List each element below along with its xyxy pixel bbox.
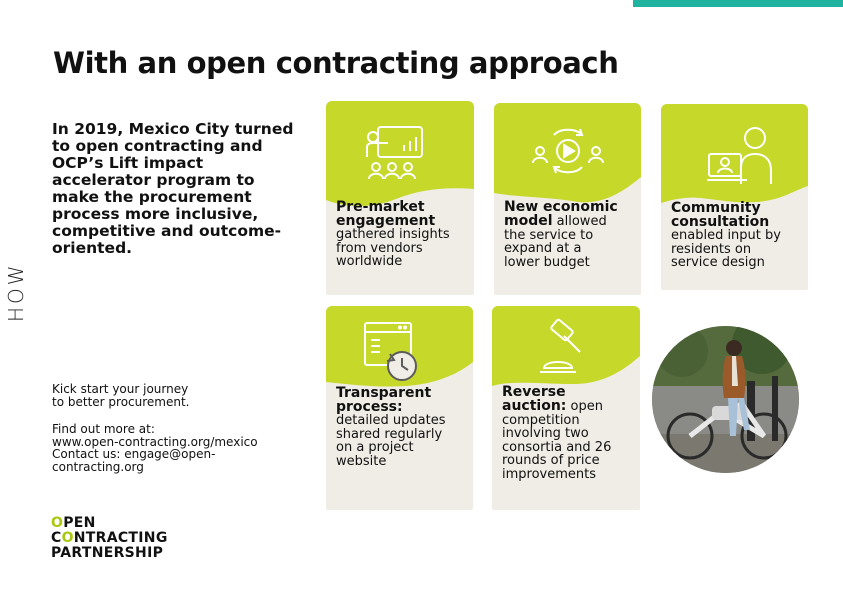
card-heading: New economic <box>504 199 618 215</box>
intro-line: to open contracting and <box>52 137 263 155</box>
card-body: worldwide <box>336 254 403 269</box>
card-community <box>661 104 808 290</box>
card-heading: Transparent <box>336 385 432 401</box>
card-body: service design <box>671 255 765 270</box>
card-body: detailed updates <box>336 413 446 428</box>
card-heading: auction: <box>502 398 567 414</box>
woman-on-bike-photo <box>652 326 799 473</box>
card-heading: Community <box>671 200 761 216</box>
kick-line: to better procurement. <box>52 394 190 409</box>
card-body: consortia and 26 <box>502 439 612 455</box>
card-heading: model <box>504 213 553 229</box>
contact-info <box>52 423 292 473</box>
card-transparent <box>326 306 473 510</box>
card-economic-model <box>494 103 641 295</box>
presentation-audience-icon <box>364 123 426 183</box>
intro-line: OCP’s Lift impact <box>52 154 204 172</box>
card-heading: engagement <box>336 213 436 229</box>
kick-start-text <box>52 383 282 408</box>
card-reverse-auction <box>492 306 640 510</box>
intro-line: accelerator program to <box>52 171 255 189</box>
card-body: expand at a <box>504 241 582 256</box>
card-body: enabled input by <box>671 228 781 243</box>
auction-gavel-icon <box>536 318 588 376</box>
card-body: residents on <box>671 241 752 257</box>
card-body: from vendors <box>336 240 423 256</box>
intro-line: oriented. <box>52 239 133 257</box>
intro-line: In 2019, Mexico City turned <box>52 120 294 138</box>
card-body: gathered insights <box>336 227 450 242</box>
find-out-label: Find out more at: <box>52 422 155 436</box>
ocp-logo: OPEN CONTRACTING PARTNERSHIP <box>51 515 168 561</box>
page-title: With an open contracting approach <box>53 46 619 80</box>
economic-cycle-icon <box>532 121 604 183</box>
top-accent-bar <box>633 0 843 7</box>
card-body: improvements <box>502 466 597 482</box>
browser-clock-icon <box>362 320 424 382</box>
website-link[interactable]: www.open-contracting.org/mexico <box>52 434 258 449</box>
card-body: on a project <box>336 440 414 455</box>
card-heading: consultation <box>671 214 770 230</box>
side-label: HOW <box>4 262 28 322</box>
card-heading: Reverse <box>502 384 566 400</box>
intro-line: competitive and outcome- <box>52 222 282 240</box>
card-body: website <box>336 453 387 469</box>
card-body: shared regularly <box>336 426 443 442</box>
card-body: competition <box>502 412 580 428</box>
intro-line: make the procurement <box>52 188 252 206</box>
card-body: rounds of price <box>502 453 600 468</box>
card-pre-market <box>326 101 474 295</box>
intro-paragraph <box>52 121 302 257</box>
contact-email[interactable]: Contact us: engage@open- <box>52 447 216 461</box>
card-heading: process: <box>336 399 403 415</box>
card-body: allowed <box>552 214 607 229</box>
card-body: open <box>566 399 603 414</box>
card-body: involving two <box>502 426 589 441</box>
card-body: the service to <box>504 227 594 243</box>
card-body: lower budget <box>504 254 590 270</box>
video-consultation-icon <box>707 126 777 186</box>
intro-line: process more inclusive, <box>52 205 259 223</box>
kick-line: Kick start your journey <box>52 382 189 396</box>
card-heading: Pre-market <box>336 199 425 215</box>
contact-email-cont[interactable]: contracting.org <box>52 459 144 474</box>
